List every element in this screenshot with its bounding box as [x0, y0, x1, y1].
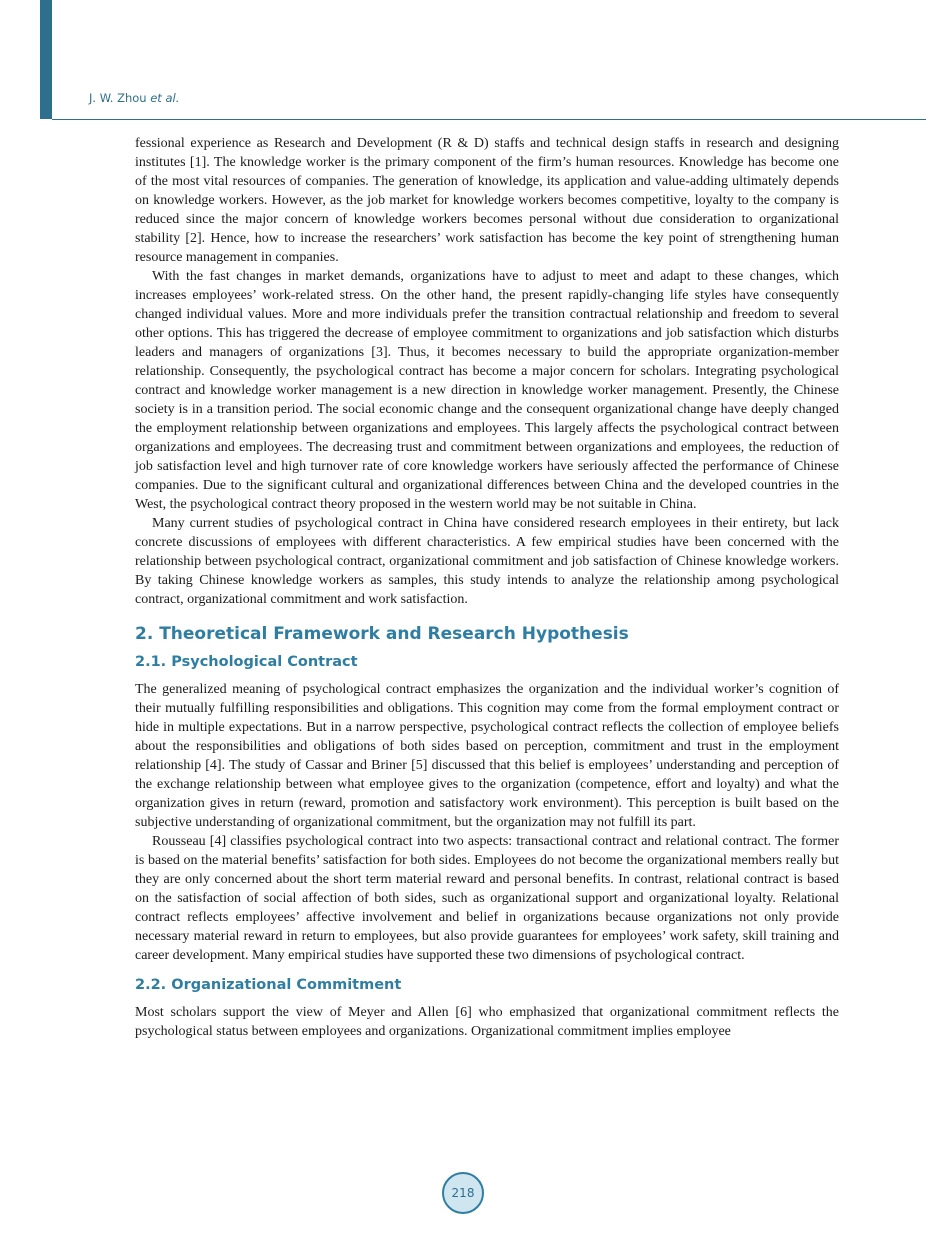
page-number: 218 [451, 1186, 475, 1200]
page-number-badge [442, 1172, 484, 1214]
body-paragraph: The generalized meaning of psychological contract emphasizes the organization and the individual worker’s cognition of their mutually fulfilling responsibilities and obligations. This cognition may come from the formal employment contract or hide in multiple expectations. But in a narrow perspective, psychological contract reflects the collection of employee beliefs about the responsibilities and obligations of both sides based on perception, commitment and trust in the employment relationship [4]. The study of Cassar and Briner [5] discussed that this belief is employees’ understanding and perception of the exchange relationship between what employee gives to the organization (competence, effort and loyalty) and what the organization gives in return (reward, promotion and satisfactory work environment). This perception is built based on the subjective understanding of organizational commitment, but the organization may not fulfill its part. [135, 682, 839, 830]
subsection-heading: 2.1. Psychological Contract [135, 654, 358, 670]
running-head-etal: et al. [150, 91, 180, 105]
body-paragraph: Most scholars support the view of Meyer and Allen [6] who emphasized that organizational commitment reflects the psychological status between employees and organizations. Organizational commitment implies employee [135, 1005, 839, 1039]
running-head [89, 91, 179, 105]
running-head-author: J. W. Zhou [89, 91, 151, 105]
section-heading: 2. Theoretical Framework and Research Hypothesis [135, 624, 629, 644]
article-body [135, 134, 839, 1041]
body-paragraph: Rousseau [4] classifies psychological contract into two aspects: transactional contract and relational contract. The former is based on the material benefits’ satisfaction for both sides. Employees do not become the organizational members really but they are only concerned about the short term material reward and personal benefits. In contrast, relational contract is based on the satisfaction of social affection of both sides, such as organizational support and organizational loyalty. Relational contract reflects employees’ affective involvement and belief in organizations because organizations not only provide necessary material reward in return to employees, but also provide guarantees for employees’ work safety, skill training and career development. Many empirical studies have supported these two dimensions of psychological contract. [135, 834, 839, 963]
body-paragraph: Many current studies of psychological contract in China have considered research employees in their entirety, but lack concrete discussions of employees with different characteristics. A few empirical studies have been concerned with the relationship between psychological contract, organizational commitment and job satisfaction of Chinese knowledge workers. By taking Chinese knowledge workers as samples, this study intends to analyze the relationship among psychological contract, organizational commitment and work satisfaction. [135, 516, 839, 607]
header-divider [52, 119, 926, 120]
body-paragraph: With the fast changes in market demands, organizations have to adjust to meet and adapt to these changes, which increases employees’ work-related stress. On the other hand, the present rapidly-changing life styles have consequently changed individual values. More and more individuals prefer the transition contractual relationship and freedom to several other options. This has triggered the decrease of employee commitment to organizations and job satisfaction which disturbs leaders and managers of organizations [3]. Thus, it becomes necessary to build the appropriate organization-member relationship. Consequently, the psychological contract has become a major concern for scholars. Integrating psychological contract and knowledge worker management is a new direction in knowledge worker management. Presently, the Chinese society is in a transition period. The social economic change and the consequent organizational change have deeply changed the employment relationship between organizations and employees. This largely affects the psychological contract between organizations and employees. The decreasing trust and commitment between organizations and employees, the reduction of job satisfaction level and high turnover rate of core knowledge workers have seriously affected the performance of Chinese companies. Due to the significant cultural and organizational differences between China and the developed countries in the West, the psychological contract theory proposed in the western world may be not suitable in China. [135, 269, 839, 512]
side-accent-bar [40, 0, 52, 119]
subsection-heading: 2.2. Organizational Commitment [135, 977, 402, 993]
body-paragraph: fessional experience as Research and Development (R & D) staffs and technical design staffs in research and designing institutes [1]. The knowledge worker is the primary component of the firm’s human resources. Knowledge has become one of the most vital resources of companies. The generation of knowledge, its application and value-adding ultimately depends on knowledge workers. However, as the job market for knowledge workers becomes competitive, loyalty to the company is reduced since the major concern of knowledge workers becomes personal without due consideration to organizational stability [2]. Hence, how to increase the researchers’ work satisfaction has become the key point of strengthening human resource management in companies. [135, 136, 839, 265]
